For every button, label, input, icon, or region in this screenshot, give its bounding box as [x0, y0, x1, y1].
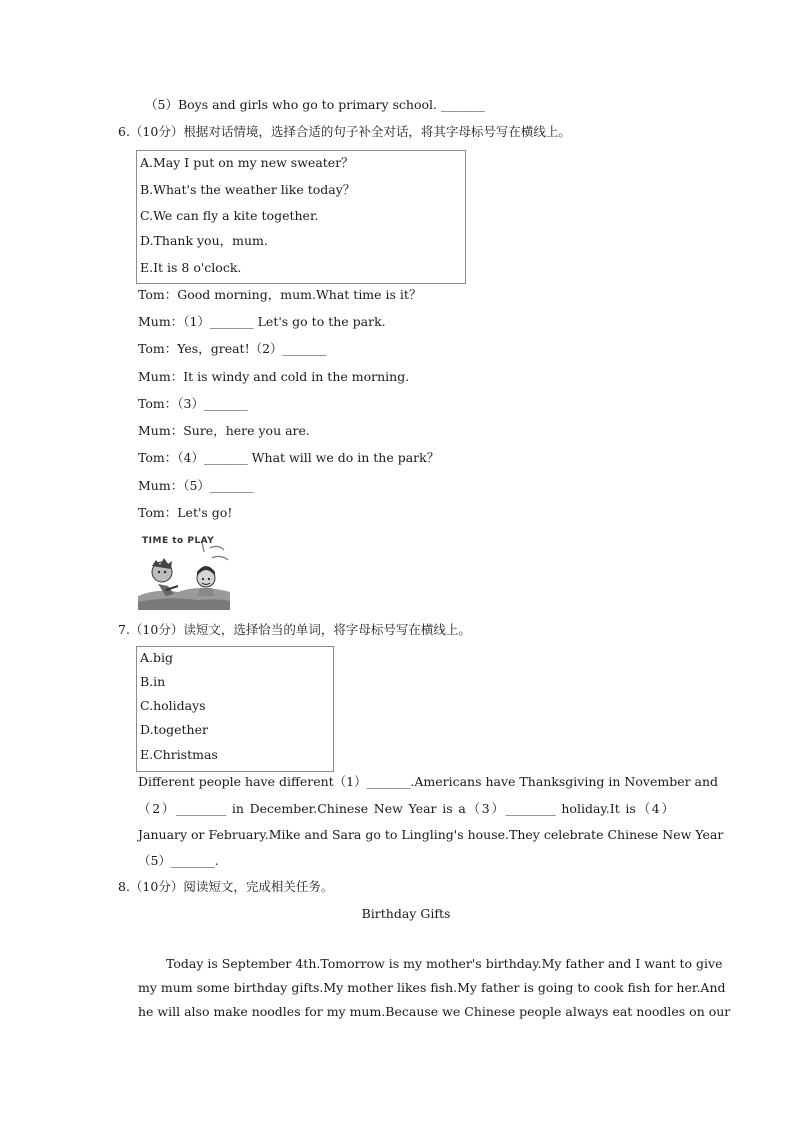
q6-dialogue-line-9: Tom：Let's go! — [138, 505, 233, 520]
q8-passage-line-3: he will also make noodles for my mum.Because we Chinese people always eat noodles on our — [138, 1004, 731, 1019]
q6-dialogue-line-1: Tom：Good morning，mum.What time is it？ — [138, 287, 422, 302]
q7-passage-line-1: Different people have different（1）_______.Americans have Thanksgiving in November and — [138, 774, 719, 789]
q6-dialogue-line-7: Tom：（4）_______ What will we do in the park？ — [138, 450, 440, 465]
q6-dialogue-line-8: Mum：（5）_______ — [138, 478, 254, 493]
q8-passage-line-1: Today is September 4th.Tomorrow is my mother's birthday.My father and I want to give — [166, 956, 723, 971]
kids-playing-illustration — [138, 534, 230, 610]
q8-title: Birthday Gifts — [361, 906, 451, 921]
q7-option-e: E.Christmas — [140, 747, 218, 762]
illustration-caption: TIME to PLAY — [142, 536, 215, 546]
q6-dialogue-line-2: Mum：（1）_______ Let's go to the park. — [138, 314, 386, 329]
q7-heading: 7.（10分）读短文，选择恰当的单词，将字母标号写在横线上。 — [118, 622, 471, 637]
q7-passage-line-2: （2）________ in December.Chinese New Year is a（3）________ holiday.It is（4） — [138, 801, 674, 816]
q6-dialogue-line-5: Tom：（3）_______ — [138, 396, 248, 411]
q8-passage-line-2: my mum some birthday gifts.My mother likes fish.My father is going to cook fish for her.And — [138, 980, 726, 995]
q6-option-d: D.Thank you，mum. — [140, 233, 268, 248]
q7-option-d: D.together — [140, 722, 208, 737]
q7-option-c: C.holidays — [140, 698, 206, 713]
q6-option-b: B.What's the weather like today？ — [140, 182, 356, 197]
q5-item-5: （5）Boys and girls who go to primary school. _______ — [145, 97, 485, 112]
q7-option-a: A.big — [140, 650, 174, 665]
q6-dialogue-line-4: Mum：It is windy and cold in the morning. — [138, 369, 410, 384]
q7-passage-line-4: （5）_______. — [138, 853, 219, 868]
q8-heading: 8.（10分）阅读短文，完成相关任务。 — [118, 879, 334, 894]
q6-option-e: E.It is 8 o'clock. — [140, 260, 242, 275]
q7-options-box — [136, 646, 334, 772]
q6-dialogue-line-6: Mum：Sure，here you are. — [138, 423, 310, 438]
q7-option-b: B.in — [140, 674, 166, 689]
q7-passage-line-3: January or February.Mike and Sara go to Lingling's house.They celebrate Chinese New Year — [138, 827, 724, 842]
q6-heading: 6.（10分）根据对话情境，选择合适的句子补全对话，将其字母标号写在横线上。 — [118, 124, 571, 139]
q6-option-a: A.May I put on my new sweater？ — [140, 155, 354, 170]
q6-dialogue-line-3: Tom：Yes，great!（2）_______ — [138, 341, 327, 356]
q6-option-c: C.We can fly a kite together. — [140, 208, 319, 223]
q6-options-box — [136, 150, 466, 284]
